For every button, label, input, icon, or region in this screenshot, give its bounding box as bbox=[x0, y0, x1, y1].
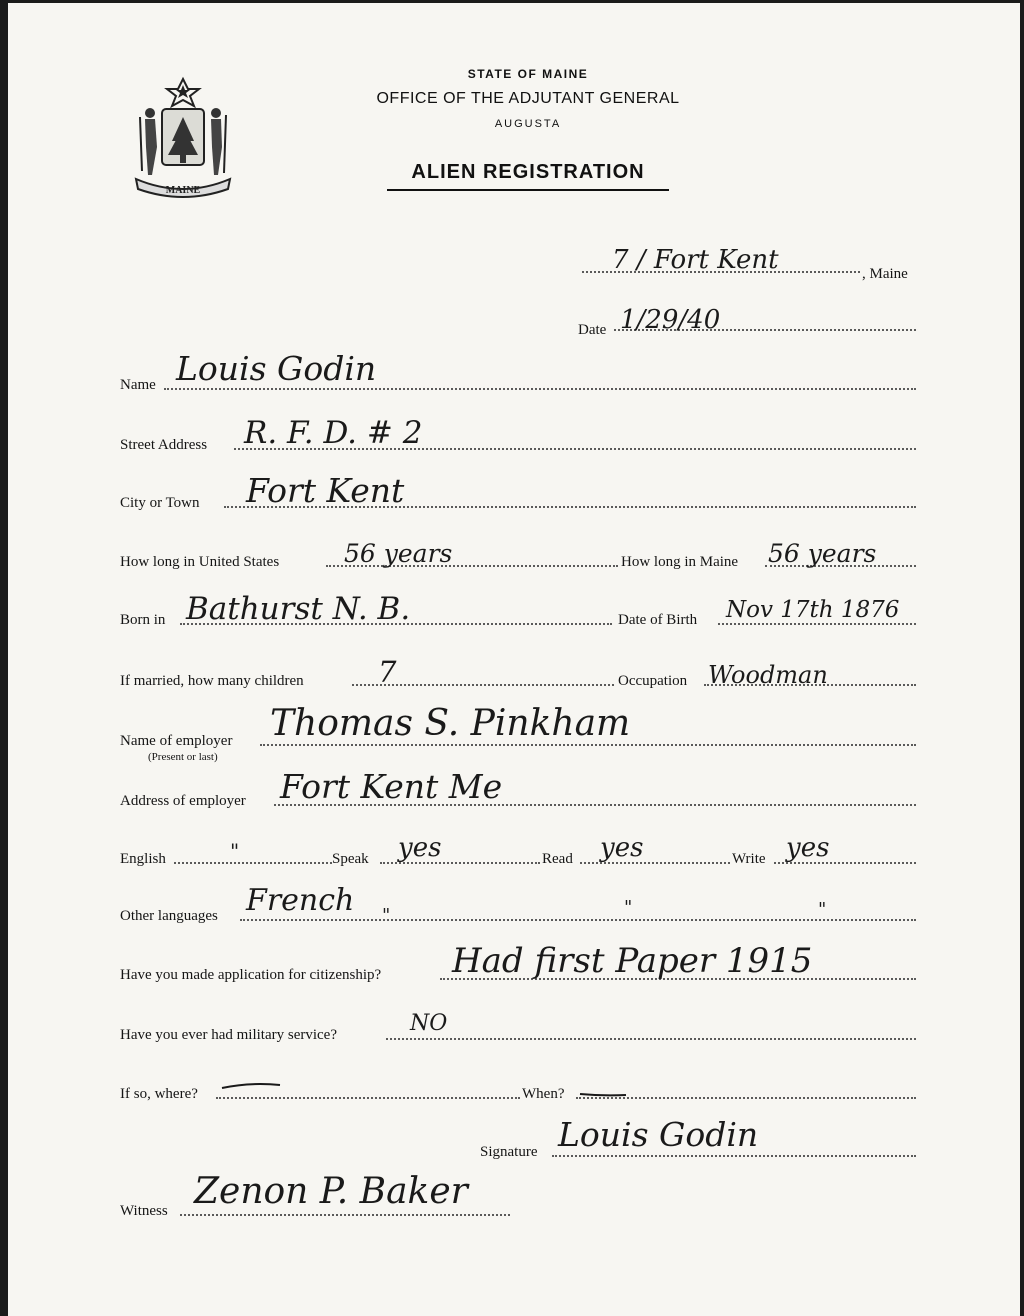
military-field[interactable] bbox=[386, 1038, 916, 1040]
date-value: 1/29/40 bbox=[620, 305, 721, 335]
children-label: If married, how many children bbox=[120, 673, 304, 689]
name-field[interactable] bbox=[164, 388, 916, 390]
employer-note-label: (Present or last) bbox=[148, 751, 218, 763]
ditto-mark: " bbox=[818, 899, 827, 920]
employer-label: Name of employer bbox=[120, 733, 233, 749]
maine-state-seal-icon bbox=[128, 75, 238, 203]
witness-value: Zenon P. Baker bbox=[194, 1171, 468, 1212]
speak-label: Speak bbox=[332, 851, 369, 867]
other-languages-field[interactable] bbox=[240, 919, 916, 921]
street-address-value: R. F. D. # 2 bbox=[244, 415, 423, 451]
name-label: Name bbox=[120, 377, 156, 393]
how-long-maine-label: How long in Maine bbox=[621, 554, 739, 570]
ditto-mark: " bbox=[624, 897, 633, 918]
how-long-us-label: How long in United States bbox=[120, 554, 280, 570]
other-languages-value: French bbox=[246, 883, 355, 918]
name-value: Louis Godin bbox=[176, 349, 377, 388]
born-in-value: Bathurst N. B. bbox=[186, 591, 411, 627]
where-dash-mark bbox=[220, 1081, 282, 1091]
registration-form-sheet bbox=[8, 3, 1020, 1316]
title-underline bbox=[387, 189, 669, 191]
occupation-label: Occupation bbox=[618, 673, 688, 689]
military-value: NO bbox=[410, 1011, 448, 1036]
citizenship-value: Had first Paper 1915 bbox=[452, 941, 813, 981]
employer-address-label: Address of employer bbox=[120, 793, 246, 809]
if-so-where-field[interactable] bbox=[216, 1097, 520, 1099]
form-title: ALIEN REGISTRATION bbox=[411, 161, 645, 183]
witness-label: Witness bbox=[120, 1203, 168, 1219]
employer-value: Thomas S. Pinkham bbox=[270, 703, 631, 744]
signature-label: Signature bbox=[480, 1144, 538, 1160]
date-of-birth-label: Date of Birth bbox=[618, 612, 698, 628]
ditto-mark: " bbox=[382, 905, 391, 926]
read-label: Read bbox=[542, 851, 573, 867]
city-or-town-label: City or Town bbox=[120, 495, 200, 511]
read-value: yes bbox=[600, 833, 644, 863]
citizenship-label: Have you made application for citizenship? bbox=[120, 967, 382, 983]
write-label: Write bbox=[732, 851, 766, 867]
signature-field[interactable] bbox=[552, 1155, 916, 1157]
state-heading: STATE OF MAINE bbox=[467, 67, 589, 81]
witness-field[interactable] bbox=[180, 1214, 510, 1216]
english-field[interactable] bbox=[174, 862, 332, 864]
signature-value: Louis Godin bbox=[558, 1115, 759, 1154]
other-languages-label: Other languages bbox=[120, 908, 218, 924]
how-long-maine-value: 56 years bbox=[768, 539, 877, 568]
children-value: 7 bbox=[378, 655, 397, 689]
city-or-town-value: Fort Kent bbox=[246, 471, 405, 510]
military-label: Have you ever had military service? bbox=[120, 1027, 337, 1043]
when-label: When? bbox=[522, 1086, 565, 1102]
employer-address-value: Fort Kent Me bbox=[280, 767, 503, 806]
english-value: " bbox=[230, 839, 240, 863]
born-in-label: Born in bbox=[120, 612, 166, 628]
how-long-us-value: 56 years bbox=[344, 539, 453, 568]
city-heading: AUGUSTA bbox=[494, 118, 562, 130]
street-address-label: Street Address bbox=[120, 437, 208, 453]
date-label: Date bbox=[578, 322, 607, 338]
date-of-birth-field[interactable] bbox=[718, 623, 916, 625]
seal-banner-text: MAINE bbox=[165, 185, 201, 196]
if-so-where-label: If so, where? bbox=[120, 1086, 198, 1102]
employer-field[interactable] bbox=[260, 744, 916, 746]
office-heading: OFFICE OF THE ADJUTANT GENERAL bbox=[376, 90, 680, 107]
occupation-value: Woodman bbox=[708, 661, 828, 689]
speak-value: yes bbox=[398, 833, 442, 863]
maine-suffix-label: , Maine bbox=[862, 266, 908, 282]
date-of-birth-value: Nov 17th 1876 bbox=[726, 597, 900, 623]
english-label: English bbox=[120, 851, 166, 867]
write-value: yes bbox=[786, 833, 830, 863]
place-value: 7 / Fort Kent bbox=[612, 245, 779, 275]
when-dash-mark bbox=[578, 1089, 628, 1099]
